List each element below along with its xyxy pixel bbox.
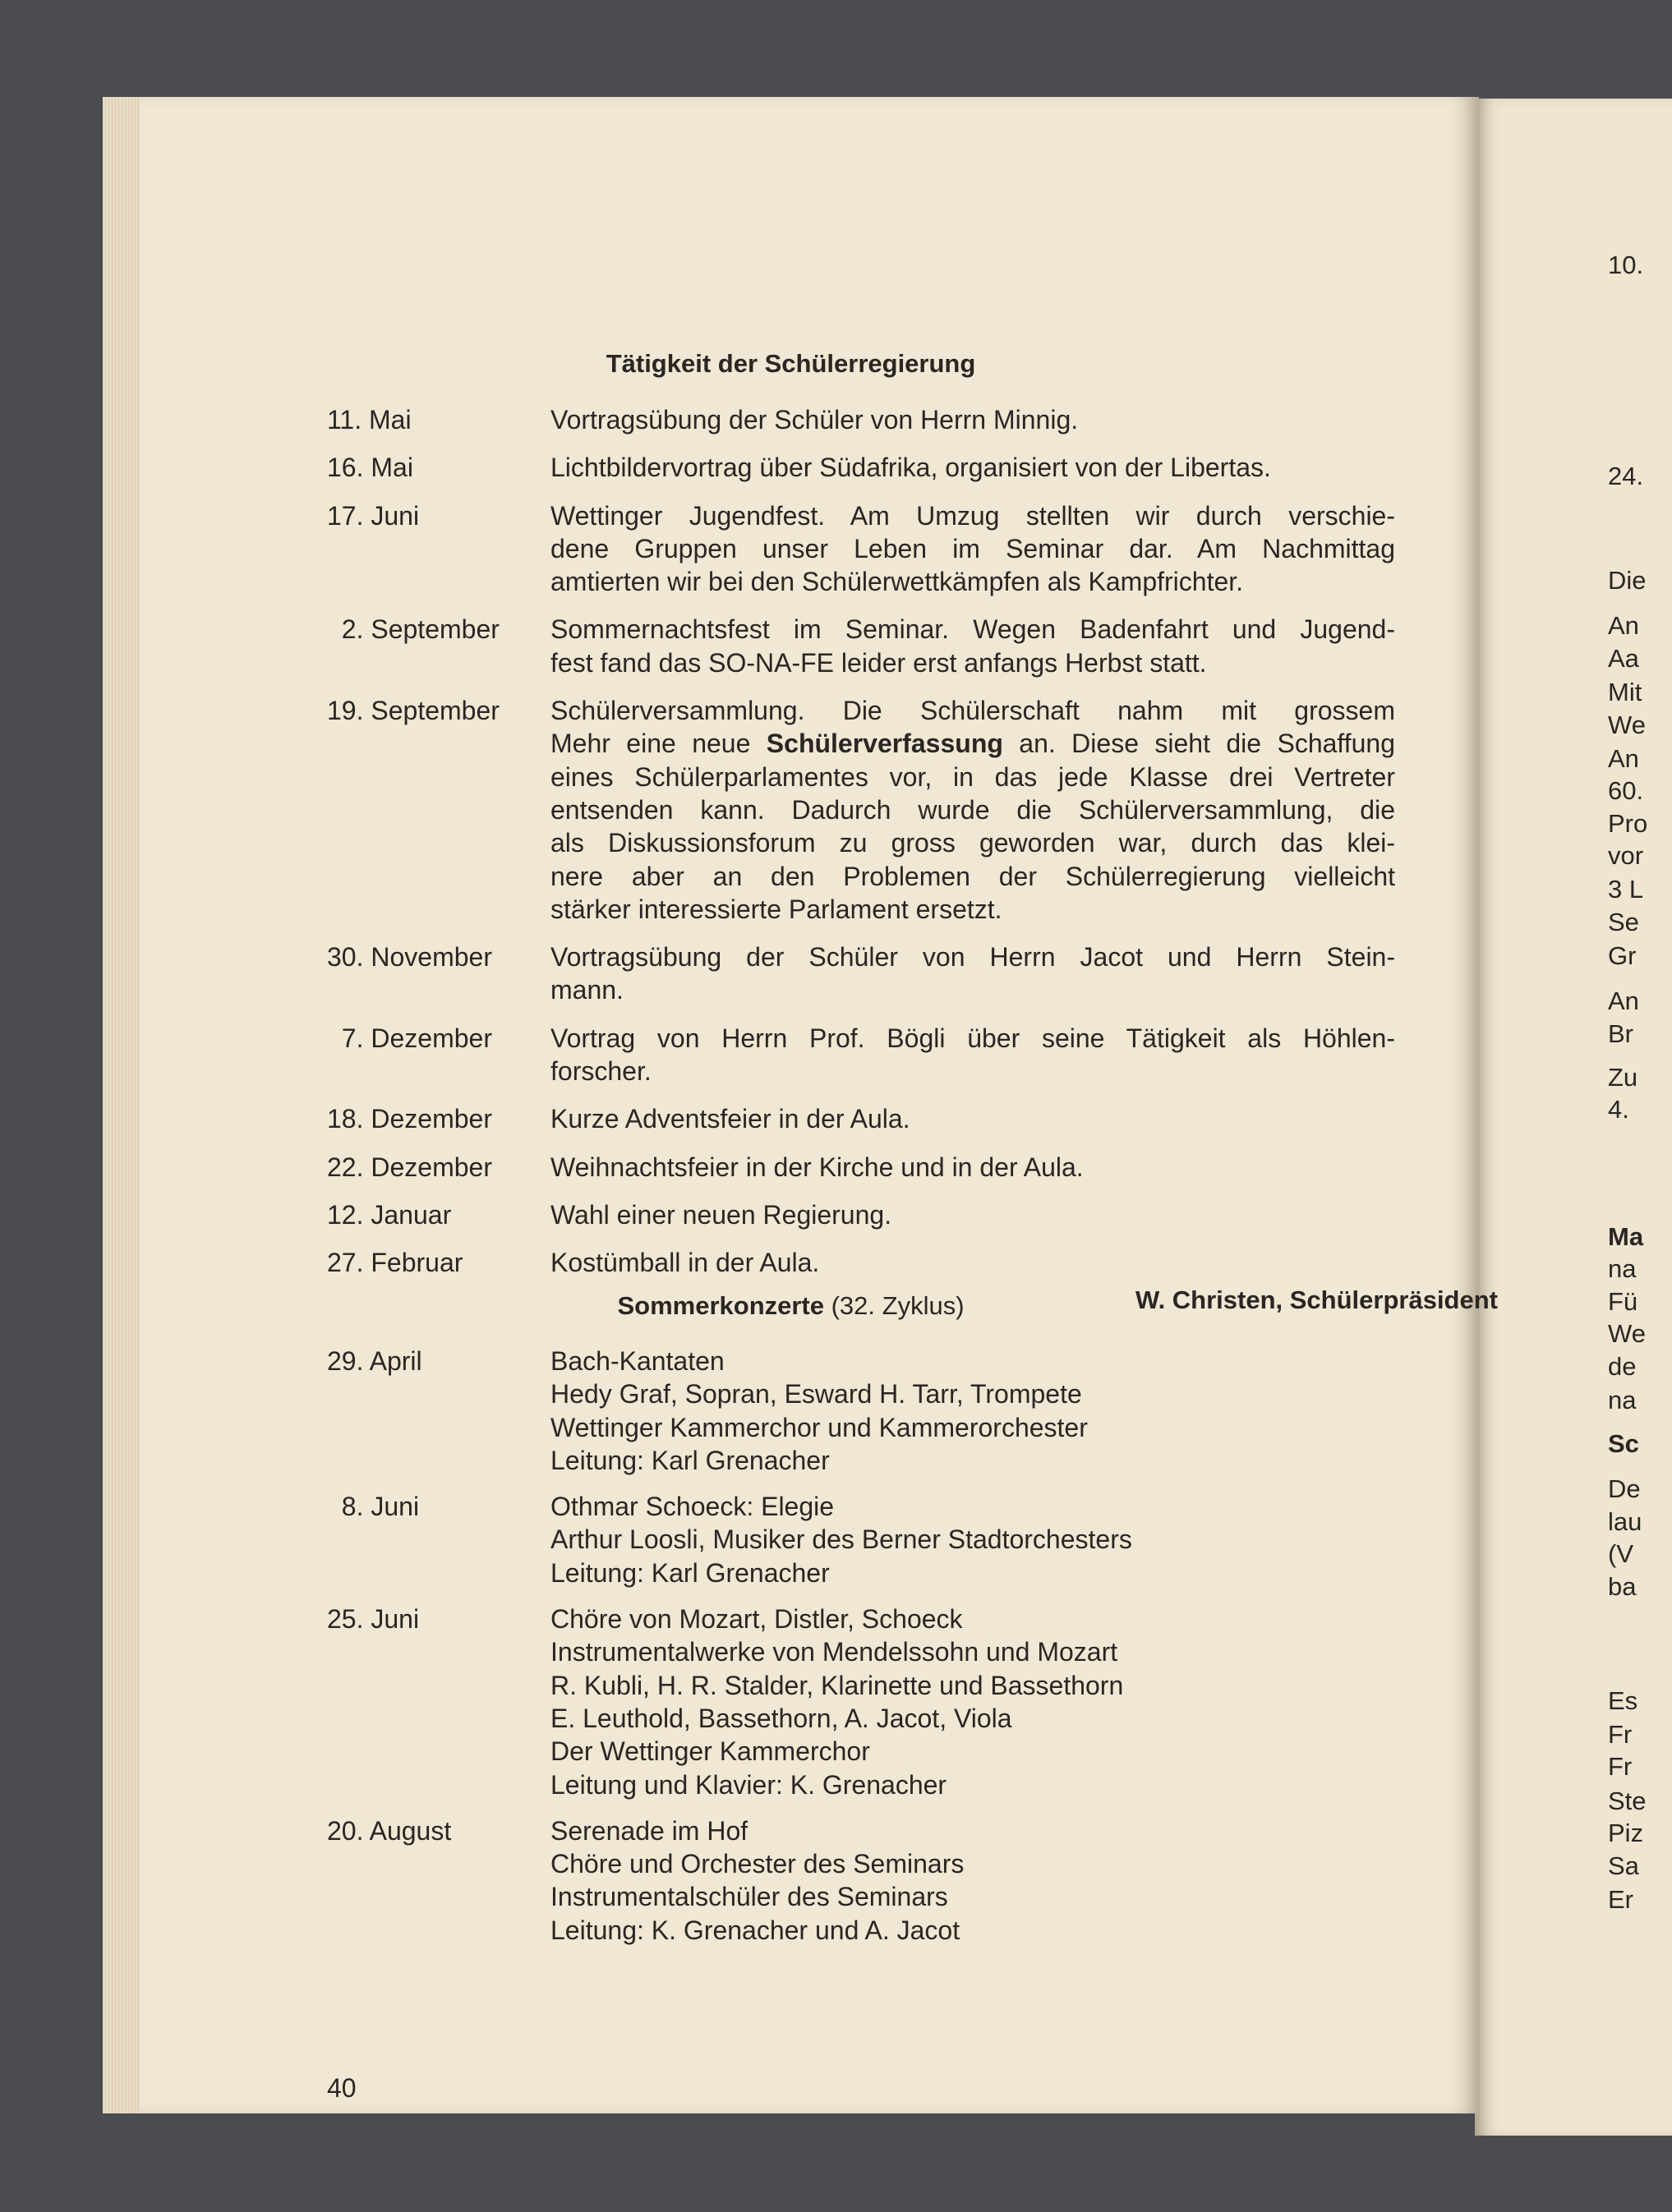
text-line: Arthur Loosli, Musiker des Berner Stadtorchesters bbox=[550, 1524, 1132, 1555]
entry-date: 8. Juni bbox=[327, 1492, 420, 1522]
text-line: nere aber an den Problemen der Schülerregierung vielleicht bbox=[550, 861, 1395, 891]
entry-text bbox=[550, 1151, 1395, 1184]
entry bbox=[327, 1102, 1498, 1135]
entry-date: 2. September bbox=[327, 614, 500, 645]
text-line: Instrumentalschüler des Seminars bbox=[550, 1882, 948, 1912]
entry-text bbox=[550, 613, 1395, 679]
entry bbox=[327, 940, 1498, 1007]
fragment: Gr bbox=[1608, 941, 1637, 970]
entry-date: 29. April bbox=[327, 1346, 422, 1376]
schuelerregierung-list bbox=[327, 403, 1498, 1317]
sommerkonzerte-list bbox=[327, 1345, 1498, 1947]
text-line: Sommernachtsfest im Seminar. Wegen Badenfahrt und Jugend- bbox=[550, 614, 1395, 645]
entry bbox=[327, 1814, 1498, 1947]
signature: W. Christen, Schülerpräsident bbox=[1135, 1285, 1498, 1314]
entry bbox=[327, 613, 1498, 679]
entry-date: 25. Juni bbox=[327, 1604, 420, 1635]
text-line: Wettinger Jugendfest. Am Umzug stellten wir durch verschie- bbox=[550, 500, 1395, 531]
text-line: Leitung und Klavier: K. Grenacher bbox=[550, 1769, 947, 1800]
fragment: (V bbox=[1608, 1539, 1633, 1568]
entry bbox=[327, 1345, 1498, 1477]
text-line: Kurze Adventsfeier in der Aula. bbox=[550, 1104, 910, 1134]
text-line: fest fand das SO-NA-FE leider erst anfangs Herbst statt. bbox=[550, 647, 1207, 678]
entry bbox=[327, 1246, 1498, 1279]
fragment: vor bbox=[1608, 841, 1644, 870]
text-line: Weihnachtsfeier in der Kirche und in der Aula. bbox=[550, 1152, 1084, 1182]
fragment: 60. bbox=[1608, 776, 1644, 805]
title-suffix: (32. Zyklus) bbox=[824, 1291, 965, 1320]
entry bbox=[327, 1151, 1498, 1184]
text-line: Hedy Graf, Sopran, Esward H. Tarr, Trompete bbox=[550, 1379, 1082, 1410]
text-line: stärker interessierte Parlament ersetzt. bbox=[550, 894, 1002, 924]
entry-text bbox=[550, 1345, 1395, 1477]
entry-text bbox=[550, 1022, 1395, 1088]
fragment: Fr bbox=[1608, 1752, 1633, 1781]
section-title-schuelerregierung: Tätigkeit der Schülerregierung bbox=[606, 349, 976, 378]
text-line: Vortragsübung der Schüler von Herrn Jacot und Herrn Stein- bbox=[550, 942, 1395, 973]
fragment: na bbox=[1608, 1386, 1637, 1414]
text-line: Vortrag von Herrn Prof. Bögli über seine Tätigkeit als Höhlen- bbox=[550, 1023, 1395, 1053]
fragment: Ma bbox=[1608, 1222, 1644, 1251]
entry bbox=[327, 499, 1498, 599]
text-run: Mehr eine neue bbox=[550, 729, 767, 759]
fragment: Mit bbox=[1608, 678, 1642, 706]
entry-date: 30. November bbox=[327, 942, 492, 973]
fragment: Fü bbox=[1608, 1287, 1638, 1316]
entry-text bbox=[550, 451, 1395, 484]
text-line: als Diskussionsforum zu gross geworden war, durch das klei- bbox=[550, 828, 1395, 858]
fragment: Sa bbox=[1608, 1851, 1639, 1880]
entry-date: 12. Januar bbox=[327, 1199, 452, 1230]
entry-date: 11. Mai bbox=[327, 405, 412, 435]
entry-text bbox=[550, 499, 1395, 599]
text-line: Othmar Schoeck: Elegie bbox=[550, 1492, 835, 1522]
fragment: Er bbox=[1608, 1885, 1633, 1914]
text-line: amtierten wir bei den Schülerwettkämpfen als Kampfrichter. bbox=[550, 567, 1244, 597]
entry bbox=[327, 451, 1498, 484]
entry bbox=[327, 1603, 1498, 1801]
text-line: Leitung: K. Grenacher und A. Jacot bbox=[550, 1915, 960, 1945]
fragment: 4. bbox=[1608, 1095, 1629, 1124]
fragment: 3 L bbox=[1608, 875, 1644, 904]
fragment: An bbox=[1608, 744, 1639, 773]
entry bbox=[327, 403, 1498, 436]
fragment: 10. bbox=[1608, 251, 1644, 279]
fragment: Die bbox=[1608, 566, 1647, 595]
fragment: We bbox=[1608, 1319, 1646, 1348]
text-line: Bach-Kantaten bbox=[550, 1346, 725, 1376]
fragment: Es bbox=[1608, 1686, 1638, 1715]
fragment: ba bbox=[1608, 1572, 1637, 1601]
fragment: De bbox=[1608, 1474, 1641, 1503]
page-edges bbox=[103, 97, 140, 2113]
entry bbox=[327, 1490, 1498, 1589]
fragment: We bbox=[1608, 711, 1646, 739]
text-run: an. Diese sieht die Schaffung bbox=[1002, 729, 1396, 759]
text-line: Vortragsübung der Schüler von Herrn Minnig. bbox=[550, 405, 1079, 435]
fragment: Se bbox=[1608, 908, 1639, 936]
entry-date: 18. Dezember bbox=[327, 1104, 492, 1134]
text-line: Instrumentalwerke von Mendelssohn und Mozart bbox=[550, 1637, 1118, 1667]
text-line: mann. bbox=[550, 975, 624, 1005]
text-line: Leitung: Karl Grenacher bbox=[550, 1445, 830, 1475]
entry-date: 20. August bbox=[327, 1815, 452, 1846]
page-number: 40 bbox=[327, 2073, 357, 2103]
entry-text bbox=[550, 1198, 1395, 1231]
entry-text bbox=[550, 1102, 1395, 1135]
fragment: An bbox=[1608, 986, 1639, 1015]
fragment: Sc bbox=[1608, 1429, 1639, 1458]
text-line: Der Wettinger Kammerchor bbox=[550, 1736, 870, 1767]
text-line: forscher. bbox=[550, 1056, 652, 1087]
text-line: Wettinger Kammerchor und Kammerorchester bbox=[550, 1412, 1088, 1442]
entry-date: 19. September bbox=[327, 696, 500, 726]
entry-date: 16. Mai bbox=[327, 453, 413, 483]
text-line: Chöre und Orchester des Seminars bbox=[550, 1849, 965, 1879]
entry-text bbox=[550, 1246, 1395, 1279]
fragment: de bbox=[1608, 1352, 1637, 1381]
entry-date: 7. Dezember bbox=[327, 1023, 492, 1053]
title-bold: Sommerkonzerte bbox=[617, 1291, 824, 1320]
entry-text bbox=[550, 1490, 1395, 1589]
fragment: Ste bbox=[1608, 1787, 1647, 1815]
entry-text bbox=[550, 940, 1395, 1007]
entry bbox=[327, 1198, 1498, 1231]
fragment: Br bbox=[1608, 1019, 1633, 1048]
entry bbox=[327, 694, 1498, 926]
entry-text bbox=[550, 1603, 1395, 1801]
text-line: dene Gruppen unser Leben im Seminar dar. Am Nachmittag bbox=[550, 533, 1395, 563]
text-line: Lichtbildervortrag über Südafrika, organisiert von der Libertas. bbox=[550, 453, 1271, 483]
text-line: Wahl einer neuen Regierung. bbox=[550, 1199, 892, 1230]
text-line: Chöre von Mozart, Distler, Schoeck bbox=[550, 1604, 963, 1635]
fragment: Fr bbox=[1608, 1720, 1633, 1749]
fragment: Pro bbox=[1608, 809, 1648, 838]
entry-text bbox=[550, 403, 1395, 436]
book-page-left bbox=[103, 97, 1498, 2113]
text-line: Leitung: Karl Grenacher bbox=[550, 1557, 830, 1588]
entry-text bbox=[550, 694, 1395, 926]
entry-date: 22. Dezember bbox=[327, 1152, 492, 1182]
entry bbox=[327, 1022, 1498, 1088]
text-line: Serenade im Hof bbox=[550, 1815, 748, 1846]
section-title-sommerkonzerte bbox=[103, 1290, 1479, 1322]
text-line: Kostümball in der Aula. bbox=[550, 1248, 820, 1278]
facing-page-right bbox=[1475, 99, 1672, 2136]
text-line: E. Leuthold, Bassethorn, A. Jacot, Viola bbox=[550, 1703, 1012, 1733]
fragment: lau bbox=[1608, 1507, 1642, 1536]
text-line: Schülerversammlung. Die Schülerschaft nahm mit grossem bbox=[550, 696, 1395, 726]
fragment: Piz bbox=[1608, 1819, 1644, 1847]
text-line bbox=[550, 727, 1395, 760]
fragment: 24. bbox=[1608, 462, 1644, 490]
fragment: Aa bbox=[1608, 644, 1639, 673]
text-line: eines Schülerparlamentes vor, in das jede Klasse drei Vertreter bbox=[550, 761, 1395, 792]
entry-date: 17. Juni bbox=[327, 500, 420, 531]
entry-text bbox=[550, 1814, 1395, 1947]
fragment: Zu bbox=[1608, 1063, 1638, 1092]
text-line: R. Kubli, H. R. Stalder, Klarinette und Bassethorn bbox=[550, 1670, 1124, 1700]
text-line: entsenden kann. Dadurch wurde die Schülerversammlung, die bbox=[550, 794, 1395, 825]
fragment: An bbox=[1608, 611, 1639, 640]
fragment: na bbox=[1608, 1254, 1637, 1283]
entry-date: 27. Februar bbox=[327, 1248, 463, 1278]
bold-term: Schülerverfassung bbox=[766, 729, 1003, 759]
